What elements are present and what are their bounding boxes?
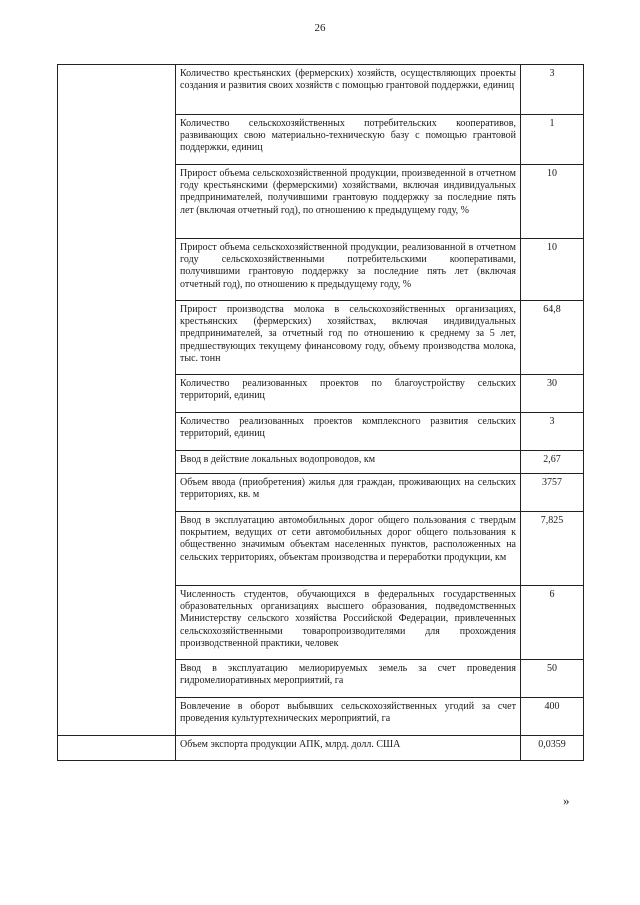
table-row [58, 65, 584, 115]
indicator-name: Объем экспорта продукции АПК, млрд. долл. США [176, 736, 521, 761]
indicator-name: Вовлечение в оборот выбывших сельскохозяйственных угодий за счет проведения культуртехнических мероприятий, га [176, 698, 521, 736]
indicator-value: 3 [521, 65, 584, 115]
indicator-value: 400 [521, 698, 584, 736]
indicator-name: Количество реализованных проектов по благоустройству сельских территорий, единиц [176, 375, 521, 413]
indicator-name: Ввод в эксплуатацию автомобильных дорог общего пользования с твердым покрытием, ведущих от сети автомобильных дорог общего пользования к общественно значимым объектам населенных пунктов, расположенных на сельских территориях, объектам производства и переработки продукции, км [176, 512, 521, 586]
indicator-name: Прирост объема сельскохозяйственной продукции, реализованной в отчетном году сельскохозяйственными потребительскими кооперативами, получившими грантовую поддержку за последние пять лет (включая отчетный год), по отношению к предыдущему году, % [176, 239, 521, 301]
indicator-value: 6 [521, 586, 584, 660]
indicator-name: Численность студентов, обучающихся в федеральных государственных образовательных организациях высшего образования, подведомственных Министерству сельского хозяйства Российской Федерации, привлеченных сельскохозяйственными товаропроизводителями для прохождения производственной практики, человек [176, 586, 521, 660]
indicator-value: 10 [521, 239, 584, 301]
indicators-table [57, 64, 584, 761]
empty-left-cell [58, 736, 176, 761]
empty-left-cell [58, 65, 176, 736]
table-row [58, 736, 584, 761]
indicator-value: 1 [521, 115, 584, 165]
indicator-value: 7,825 [521, 512, 584, 586]
indicator-value: 3 [521, 413, 584, 451]
indicator-name: Количество реализованных проектов комплексного развития сельских территорий, единиц [176, 413, 521, 451]
indicator-name: Ввод в действие локальных водопроводов, км [176, 451, 521, 474]
indicator-value: 64,8 [521, 301, 584, 375]
indicator-value: 2,67 [521, 451, 584, 474]
indicator-name: Ввод в эксплуатацию мелиорируемых земель за счет проведения гидромелиоративных мероприятий, га [176, 660, 521, 698]
closing-quote-mark: » [563, 793, 570, 808]
indicator-value: 3757 [521, 474, 584, 512]
indicator-name: Прирост объема сельскохозяйственной продукции, произведенной в отчетном году крестьянскими (фермерскими) хозяйствами, включая индивидуальных предпринимателей, получившими грантовую поддержку за последние пять лет (включая отчетный год), по отношению к предыдущему году, % [176, 165, 521, 239]
indicator-name: Объем ввода (приобретения) жилья для граждан, проживающих на сельских территориях, кв. м [176, 474, 521, 512]
indicator-name: Количество сельскохозяйственных потребительских кооперативов, развивающих свою материально-техническую базу с помощью грантовой поддержки, единиц [176, 115, 521, 165]
page-number: 26 [314, 22, 326, 34]
indicator-value: 0,0359 [521, 736, 584, 761]
indicator-name: Количество крестьянских (фермерских) хозяйств, осуществляющих проекты создания и развития своих хозяйств с помощью грантовой поддержки, единиц [176, 65, 521, 115]
indicator-value: 10 [521, 165, 584, 239]
indicator-value: 30 [521, 375, 584, 413]
indicator-value: 50 [521, 660, 584, 698]
indicator-name: Прирост производства молока в сельскохозяйственных организациях, крестьянских (фермерских) хозяйствах, включая индивидуальных предпринимателей, за отчетный год по отношению к среднему за 5 лет, предшествующих текущему финансовому году, объему производства молока, тыс. тонн [176, 301, 521, 375]
